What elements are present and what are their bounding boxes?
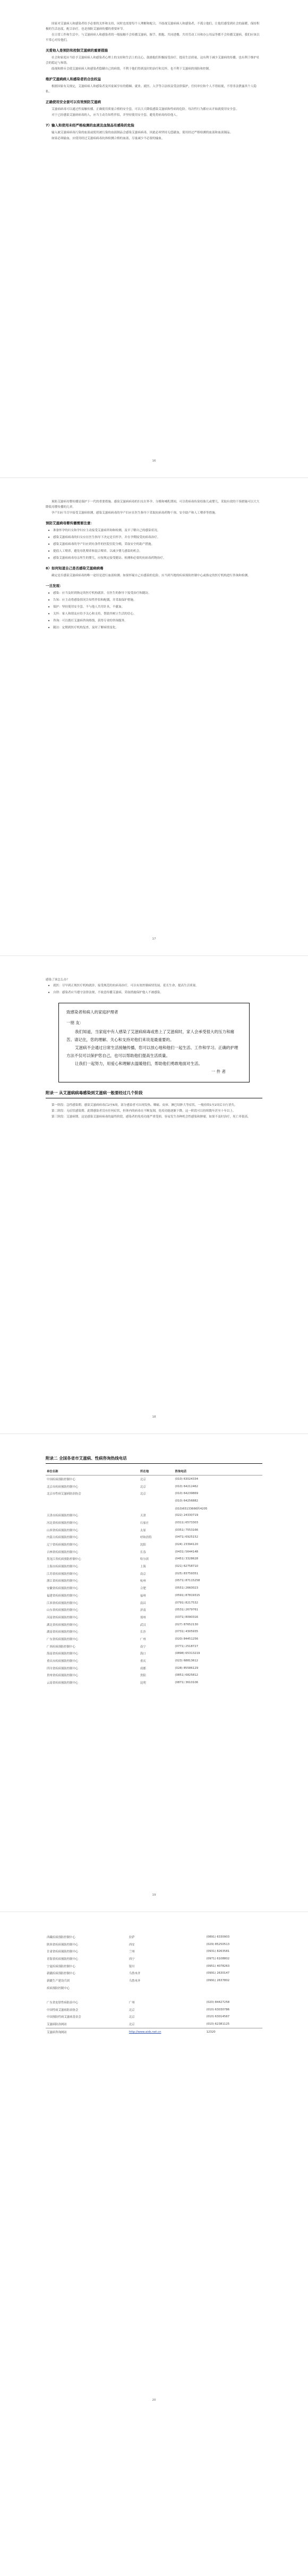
table-cell: 西宁 (129, 1957, 135, 1961)
appendix-paragraph: 第三阶段：艾滋病期。这是感染艾滋病病毒的最终阶段，感染者的免疫功能严重受损，容易发生各种机会性感染和肿瘤，如果不及时治疗，死亡率很高。 (52, 1115, 251, 1119)
page-number: 20 (152, 2399, 156, 2402)
table-cell: 昆明 (140, 1682, 146, 1685)
letter-signature: 一 件 者 (211, 1069, 226, 1074)
table-row (46, 1592, 262, 1599)
bullet-item: • 感染艾滋病病毒母亲所生的婴儿，应按规定接受随访、检测和必要的抗病毒药物治疗。 (46, 556, 262, 561)
table-row (46, 1955, 262, 1963)
table-cell: (0951) 4078263 (206, 1964, 230, 1968)
hotline-table (46, 1468, 262, 1686)
table-cell: 湖北省疾病预防控制中心 (47, 1623, 79, 1627)
table-row (46, 1969, 262, 1977)
table-cell: 北京 (140, 1478, 146, 1481)
letter-paragraph: 艾滋病不会通过日常生活接触传播，您可以放心地和他们一起生活、工作和学习。正确的护理方法不仅可以保护您自己，也可以帮助他们提高生活质量。 (66, 1045, 238, 1058)
table-cell: 太原 (140, 1529, 146, 1532)
table-row (46, 2006, 262, 2014)
table-cell: 海南省疾病预防控制中心 (47, 1652, 79, 1656)
table-cell: 贵阳 (140, 1674, 146, 1678)
table-cell: 新疆疾病预防控制中心 (47, 1972, 75, 1976)
table-cell: (010) 64212462 (175, 1485, 199, 1488)
table-cell (206, 1984, 262, 1992)
table-cell: 辽宁省疾病预防控制中心 (47, 1543, 79, 1547)
body-paragraph: 社会和家庭应当给予艾滋病病人和感染者心理上的支持和生活上的关心，鼓励他们积极接受治疗，提高生活质量，这有利于减少艾滋病的传播，也有利于维护社会的稳定与和谐。 (46, 56, 260, 65)
table-row (46, 1570, 262, 1577)
table-cell: 云南省疾病预防控制中心 (47, 1682, 79, 1685)
table-row (46, 2028, 262, 2035)
table-cell: 江西省疾病预防控制中心 (47, 1601, 79, 1605)
table-cell: 北京市性病艾滋病防治协会 (47, 1492, 81, 1496)
table-cell: (0771) 2518727 (175, 1644, 199, 1648)
table-cell: (010) 63024334 (175, 1477, 199, 1481)
section-heading: 预防艾滋病母婴传播需要注意： (46, 521, 94, 525)
table-cell: 重庆 (140, 1660, 146, 1664)
table-cell: (029) 85250513 (206, 1942, 230, 1946)
section-heading: 一旦发现： (46, 584, 63, 588)
table-cell: (010) 63030786 (206, 2008, 230, 2011)
table-cell: 合肥 (140, 1587, 146, 1591)
table-cell: (010) 63014567 (206, 2015, 230, 2019)
body-paragraph: 孕产妇应当尽早接受艾滋病检测，感染艾滋病病毒的孕产妇应在医生指导下采取抗病毒药物干预、安全助产和人工喂养等措施。 (52, 511, 218, 515)
page-content (46, 1455, 262, 1686)
table-cell: 12320 (206, 2030, 216, 2034)
table-cell: (0991) 2630147 (206, 1972, 230, 1975)
table-cell: 河北省疾病预防控制中心 (47, 1521, 79, 1525)
column-header: 咨询电话 (174, 1468, 262, 1475)
table-cell: 中国疾病预防控制中心 (47, 1478, 75, 1481)
table-cell: (020) 84451256 (175, 1637, 199, 1641)
page-number: 19 (152, 1893, 156, 1897)
table-row (46, 1483, 262, 1490)
document-page-18 (0, 956, 308, 1434)
table-cell: 呼和浩特 (140, 1536, 152, 1540)
table-cell: 广州 (129, 2001, 135, 2005)
table-cell: 上海市疾病预防控制中心 (47, 1565, 79, 1569)
table-row (46, 1563, 262, 1570)
letter-salutation: 一朋 友： (66, 1020, 84, 1025)
table-cell: 乌鲁木齐 (129, 1972, 141, 1976)
bullet-item: • 咨询：可以拨打艾滋病咨询热线，获得专业的咨询服务。 (46, 618, 262, 624)
table-cell: 艾滋病防治网站 (47, 2023, 67, 2027)
table-cell: 上海 (140, 1565, 146, 1569)
appendix-title: 附录一 从艾滋病病毒感染到艾滋病一般要经过几个阶段 (46, 1090, 262, 1098)
table-row (46, 1665, 262, 1672)
table-cell: 青海省疾病预防控制中心 (47, 1957, 79, 1961)
table-row (46, 1534, 262, 1541)
bullet-item: • 准备怀孕的妇女和孕妇应主动接受艾滋病咨询和检测，及早了解自己的感染状况。 (46, 528, 262, 533)
section-heading: 正确使用安全套可以有效预防艾滋病 (46, 100, 101, 104)
table-cell: (023) 68813612 (175, 1659, 199, 1663)
table-cell: 北京 (129, 2023, 135, 2027)
column-header: 所在地 (139, 1468, 174, 1475)
table-row (46, 1628, 262, 1635)
page-number: 16 (152, 459, 156, 463)
table-cell: (0531) 2679761 (175, 1608, 199, 1612)
letter-paragraph: 让我们一起努力，用爱心和理解去温暖他们，帮助他们勇敢地面对生活。 (75, 1061, 202, 1066)
table-row (46, 1657, 262, 1665)
body-paragraph: 国家对艾滋病人和感染者给予必要的关怀和支持，同时也需要每个人理解和配合，不歧视艾滋病病人和感染者，不孤立他们，让他们感受到社会的温暖，保持积极的生活态度，配合治疗，也是预防艾滋病传播的重要环节。 (46, 22, 260, 31)
table-cell: 广东省疾病预防控制中心 (47, 1637, 79, 1641)
hotline-table-continued (46, 1933, 262, 2036)
table-cell (46, 1992, 128, 1999)
table-cell: 广东省皮肤性病防治中心 (47, 2001, 79, 2005)
letter-paragraph: 我们知道，当家庭中有人感染了艾滋病病毒或患上了艾滋病时，家人会承受很大的压力和痛苦。请记住，您的理解、关心和支持对他们来说是最重要的。 (66, 1029, 234, 1042)
table-row (46, 1977, 262, 1984)
table-cell: (0791) 8217532 (175, 1601, 199, 1605)
body-paragraph: 如果必须输血，应使用经过艾滋病病毒抗体检测合格的血液，尽量减少不必要的输血。 (52, 137, 165, 140)
page-number: 17 (152, 937, 156, 941)
table-cell: 武汉 (140, 1623, 146, 1627)
bullet-item: • 自律：感染者应当遵守法律法规，不故意传播艾滋病，采取措施保护他人不被感染。 (46, 990, 262, 995)
page-content (46, 499, 262, 632)
table-cell: (0991) 2637802 (206, 1978, 230, 1982)
body-paragraph: 在日常工作和生活中，与艾滋病病人和感染者的一般接触不会传播艾滋病，握手、拥抱、共同进餐、共用劳动工具和办公用品等都不会传播艾滋病，我们应该以平常心对待他们。 (46, 33, 260, 42)
table-cell: (022) 24330719 (175, 1514, 199, 1517)
bullet-item: • 随访：定期到医疗机构复查，及时了解病情变化。 (46, 625, 262, 630)
table-row (46, 1621, 262, 1628)
body-paragraph: 艾滋病病毒可以通过性接触传播，正确使用质量合格的安全套，可以大大降低感染艾滋病和性病的危险。每次性行为都应从开始就使用安全套。 (52, 108, 239, 111)
bullet-item: • 感染：应当及时到指定的医疗机构就诊，在医生的指导下接受治疗和随访。 (46, 591, 262, 596)
table-cell: (010) 64239869 (175, 1492, 199, 1496)
table-cell: 安徽省疾病预防控制中心 (47, 1587, 79, 1591)
table-cell: 北京 (140, 1492, 146, 1496)
table-cell: (020) 84427258 (206, 2001, 230, 2004)
table-cell: 海口 (140, 1652, 146, 1656)
table-row (46, 1584, 262, 1592)
document-page-19 (0, 1434, 308, 1912)
page-content (46, 21, 262, 142)
table-cell: 广西疾病预防控制中心 (47, 1645, 75, 1649)
table-cell: 北京 (129, 2008, 135, 2012)
table-cell: 疾病预防控制中心 (47, 1986, 70, 1990)
body-paragraph: 歧视和排斥会使艾滋病病人和感染者隐瞒自己的病情，不利于他们得到及时的治疗和关怀，也不利于艾滋病的预防和控制。 (52, 67, 212, 71)
section-heading: 7）输入和使用未经严格检测的血液及血制品有感染的危险 (46, 123, 135, 127)
appendix-title: 附录二 全国各省市艾滋病、性病咨询热线电话 (46, 1455, 262, 1464)
table-row (46, 1679, 262, 1686)
table-cell: 湖南省疾病预防控制中心 (47, 1631, 79, 1634)
table-cell: 郑州 (140, 1616, 146, 1619)
table-cell: 北京 (140, 1485, 146, 1489)
website-link[interactable]: http://www.aids.net.cn (129, 2030, 161, 2034)
table-cell (139, 1497, 174, 1505)
table-cell: 内蒙古疾病预防控制中心 (47, 1536, 79, 1540)
body-paragraph: 输入被艾滋病病毒污染的血液或使用被污染的血液制品会感染艾滋病病毒，因此必须坚持无偿献血，使用经过严格检测的血液和血液制品。 (52, 131, 233, 134)
table-cell: (0431) 5644148 (175, 1550, 199, 1554)
table-cell: 重庆市疾病预防控制中心 (47, 1660, 79, 1664)
bullet-item: • 提倡人工喂养，避免母乳喂养和混合喂养，以减少婴儿感染的机会。 (46, 549, 262, 554)
table-cell: (010) 64256882 (175, 1499, 199, 1503)
table-cell: (025) 83759351 (175, 1572, 199, 1575)
table-row (46, 1519, 262, 1526)
section-heading: 8）如何知道自己是否感染艾滋病病毒 (46, 566, 104, 570)
table-cell: 哈尔滨 (140, 1558, 149, 1562)
table-cell: 南昌 (140, 1601, 146, 1605)
table-row (46, 1526, 262, 1534)
table-cell: 天津 (140, 1514, 146, 1518)
table-cell: (0591) 87819315 (175, 1593, 200, 1597)
table-row (46, 1650, 262, 1658)
table-cell: (0731) 4305935 (175, 1630, 199, 1634)
bullet-item: • 告知：应主动将感染情况告知性伴侣和配偶，并采取保护措施。 (46, 598, 262, 603)
section-heading: 维护艾滋病病人和感染者的合法权益 (46, 77, 101, 81)
body-paragraph: 预防艾滋病母婴传播是保护下一代的重要措施。感染艾滋病病毒的妇女在怀孕、分娩和哺乳期间，可以将病毒传染给胎儿或婴儿，采取有效的干预措施可以大大降低母婴传播的几率。 (46, 500, 260, 509)
table-cell: 银川 (129, 1965, 135, 1968)
table-row (46, 1497, 262, 1505)
letter-box (58, 1003, 250, 1082)
table-cell: 天津市疾病预防控制中心 (47, 1514, 79, 1518)
table-cell: (0571) 87115258 (175, 1579, 200, 1583)
table-cell: (024) 23394120 (175, 1543, 199, 1547)
table-cell: (0471) 6925152 (175, 1536, 199, 1539)
table-row (46, 2020, 262, 2028)
table-cell: (027) 87652130 (175, 1623, 199, 1626)
table-cell: (0891) 6330903 (206, 1935, 230, 1939)
intro-heading: 感染了该怎么办？ (46, 978, 70, 982)
table-cell: 福建省疾病预防控制中心 (47, 1594, 79, 1598)
table-cell: 南宁 (140, 1645, 146, 1649)
table-cell: 贵州省疾病预防控制中心 (47, 1674, 79, 1678)
table-cell: 甘肃省疾病预防控制中心 (47, 1950, 79, 1954)
bullet-item: • 感染艾滋病病毒的孕产妇应到有条件的医院住院分娩，采取安全的助产措施。 (46, 542, 262, 547)
table-cell: 宁夏疾病预防控制中心 (47, 1965, 75, 1968)
table-row (46, 1512, 262, 1519)
table-cell: 山东省疾病预防控制中心 (47, 1609, 79, 1613)
table-row (46, 1941, 262, 1948)
table-row (46, 1992, 262, 1999)
table-row (46, 1933, 262, 1941)
table-cell: (0851) 6825812 (175, 1674, 199, 1677)
table-row (46, 2014, 262, 2021)
bullet-item: • 就医：尽早到正规医疗机构就诊，接受规范的抗病毒治疗，可以有效控制病情发展，延长生命，提高生活质量。 (46, 983, 262, 988)
table-cell: 西藏疾病预防控制中心 (47, 1935, 75, 1939)
table-row (46, 1963, 262, 1970)
table-cell: 沈阳 (140, 1543, 146, 1547)
table-row (46, 1643, 262, 1650)
table-row (46, 1505, 262, 1512)
page-content (46, 977, 262, 1120)
table-cell: 乌鲁木齐 (129, 1979, 141, 1983)
table-cell: 河南省疾病预防控制中心 (47, 1616, 79, 1619)
table-cell: 拉萨 (129, 1935, 135, 1939)
document-page-20 (0, 1912, 308, 2417)
table-cell: (0351) 7553166 (175, 1528, 199, 1532)
table-cell: 杭州 (140, 1580, 146, 1583)
column-header: 单位名称 (46, 1468, 139, 1475)
table-cell: 四川省疾病预防控制中心 (47, 1667, 79, 1670)
table-cell: (021) 62758710 (175, 1565, 199, 1568)
table-cell: 山西省疾病预防控制中心 (47, 1529, 79, 1532)
table-cell: (010) 62381125 (206, 2023, 230, 2026)
table-cell: 艾滋病咨询网站 (47, 2031, 67, 2034)
table-cell: 石家庄 (140, 1521, 149, 1525)
appendix-paragraph: 第二阶段：无症状感染期。此期感染者没有任何症状，但体内的病毒在不断复制，免疫功能逐渐下降，这一阶段可以持续数年甚至十年以上。 (52, 1110, 236, 1113)
table-cell (46, 1505, 139, 1512)
table-row (46, 1948, 262, 1955)
table-cell: 济南 (140, 1609, 146, 1613)
table-cell: 南京 (140, 1572, 146, 1576)
table-row (46, 1606, 262, 1614)
bullet-item: • 关怀：家人和朋友应给予关心和支持，帮助其树立生活的信心。 (46, 611, 262, 617)
table-cell (206, 1992, 262, 1999)
body-paragraph: 对于已经感染艾滋病病毒的人，应当主动告知性伴侣，并坚持使用安全套，避免将病毒传给他人。 (52, 114, 179, 117)
table-cell: 西安 (129, 1943, 135, 1947)
table-row (46, 1548, 262, 1556)
table-cell: (0451) 3328628 (175, 1557, 199, 1561)
table-row (46, 1475, 262, 1483)
table-cell: (0871) 3610106 (175, 1681, 199, 1685)
table-cell: (010)65133666转4205 (175, 1507, 208, 1511)
table-cell: 长春 (140, 1550, 146, 1554)
table-cell: 福州 (140, 1594, 146, 1598)
table-cell: 兰州 (129, 1950, 135, 1954)
table-cell: (0971) 6108802 (206, 1957, 230, 1960)
table-cell: (0898) 65313219 (175, 1652, 200, 1656)
table-cell: 中国预防性病艾滋病基金会 (47, 2016, 81, 2019)
table-row (46, 1635, 262, 1643)
letter-title: 致感染者和病人的家庭护理者 (66, 1010, 118, 1014)
table-cell: 江苏省疾病预防控制中心 (47, 1572, 79, 1576)
table-row (46, 1999, 262, 2006)
page-number: 18 (152, 1415, 156, 1419)
table-header-row (46, 1468, 262, 1475)
appendix-paragraph: 第一阶段：急性感染期。感染艾滋病病毒后2至6周，部分感染者可出现发热、咽痛、皮疹、淋巴结肿大等症状，一般持续1至2周后自行消失。 (52, 1104, 237, 1107)
bullet-item: • 感染艾滋病病毒的妇女应在医生指导下决定是否怀孕，并在孕期接受抗病毒治疗。 (46, 535, 262, 540)
table-cell: 浙江省疾病预防控制中心 (47, 1580, 79, 1583)
table-cell: (0551) 2660023 (175, 1586, 199, 1590)
table-cell: 长沙 (140, 1631, 146, 1634)
table-cell: 陕西省疾病预防控制中心 (47, 1943, 79, 1947)
section-heading: 关爱他人是预防和控制艾滋病的重要措施 (46, 48, 108, 53)
page-content (46, 1933, 262, 2036)
body-paragraph: 确定是否感染艾滋病病毒的唯一途径是进行血液检测。如果怀疑自己有感染的危险，应当到当地的疾病预防控制中心或指定的医疗机构进行咨询和检测。 (52, 574, 251, 577)
table-cell: 新疆生产建设兵团 (47, 1979, 70, 1983)
table-row (46, 1541, 262, 1548)
table-cell: 广州 (140, 1637, 146, 1641)
table-cell: 吉林省疾病预防控制中心 (47, 1550, 79, 1554)
table-cell (139, 1505, 174, 1512)
bullet-item: • 保护：坚持使用安全套，不与他人共用针具，不献血。 (46, 604, 262, 610)
table-cell: (0311) 6573303 (175, 1521, 199, 1524)
table-cell: (028) 85586129 (175, 1666, 199, 1670)
table-cell: (0371) 8090316 (175, 1615, 199, 1619)
table-row (46, 1490, 262, 1497)
table-cell: 北京市疾病预防控制中心 (47, 1485, 79, 1489)
document-page-17 (0, 478, 308, 956)
table-cell: 北京 (129, 2016, 135, 2019)
table-cell (128, 1992, 206, 1999)
table-row (46, 1672, 262, 1679)
table-row (46, 1556, 262, 1563)
table-row (46, 1577, 262, 1585)
table-row (46, 1614, 262, 1621)
body-paragraph: 根据国家有关规定，艾滋病病人和感染者及其家属享有的婚姻、就业、就医、入学等合法权益受法律保护，任何单位和个人不得歧视，不得非法泄露其个人隐私。 (46, 85, 256, 93)
table-cell: 成都 (140, 1667, 146, 1670)
document-page-16 (0, 0, 308, 478)
table-row (46, 1984, 262, 1992)
table-cell (46, 1497, 139, 1505)
table-cell (128, 1984, 206, 1992)
table-cell: 中国性病艾滋病防治协会 (47, 2008, 79, 2012)
table-cell: (0931) 8263581 (206, 1950, 230, 1954)
table-cell: 黑龙江省疾病预防控制中心 (47, 1558, 81, 1562)
table-row (46, 1599, 262, 1607)
